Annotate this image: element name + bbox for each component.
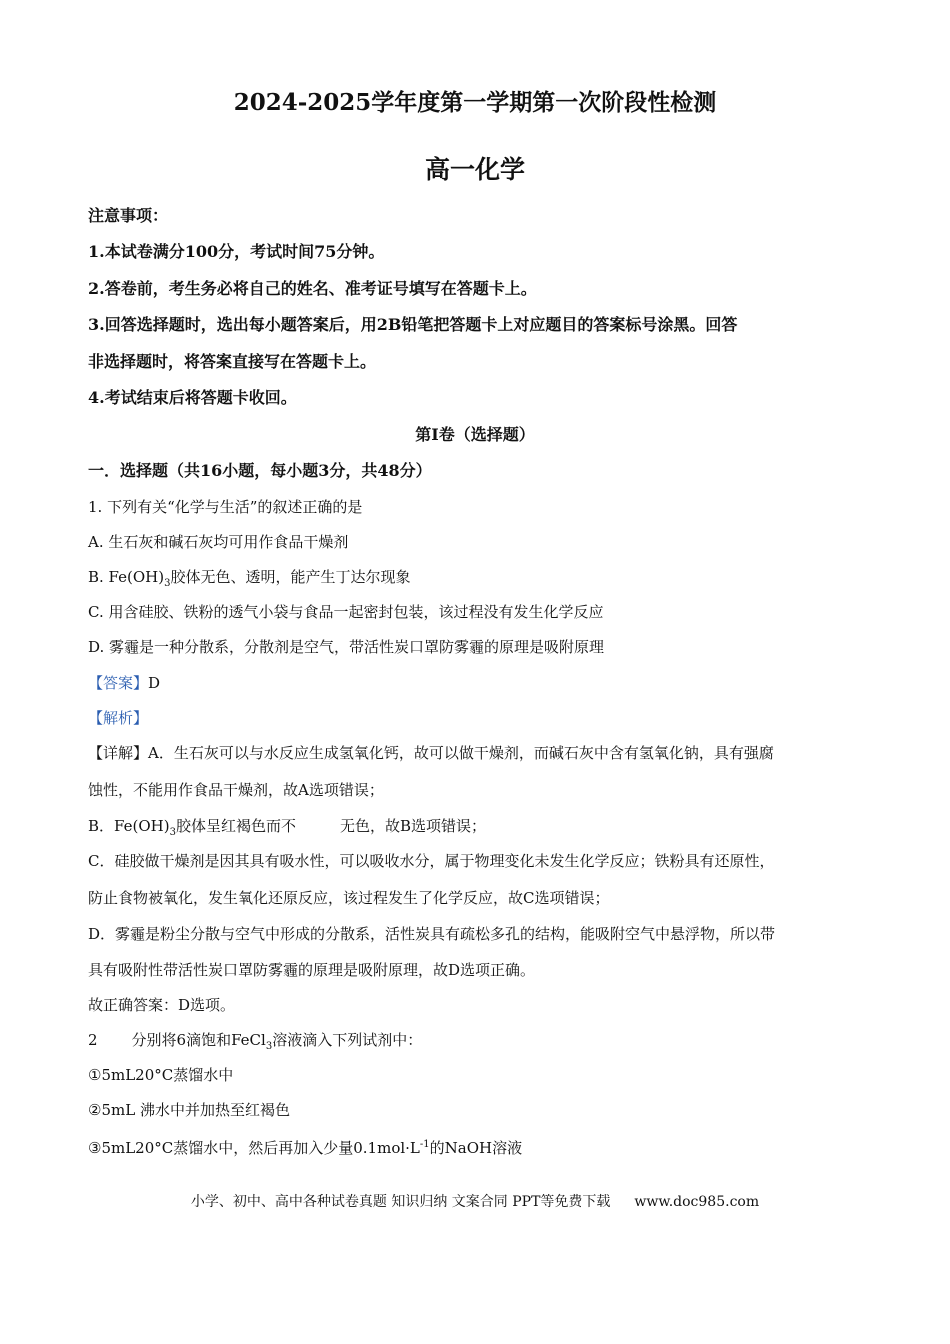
q1-option-b-pre: B. Fe(OH)	[88, 568, 165, 586]
q1-answer	[88, 673, 160, 693]
q2-item-3-pre: ③5mL20°C蒸馏水中，然后再加入少量0.1mol·L	[88, 1139, 420, 1157]
exam-subject: 高一化学	[424, 155, 525, 184]
q1-detail-d1: D．雾霾是粉尘分散与空气中形成的分散系，活性炭具有疏松多孔的结构，能吸附空气中悬浮物，所以带	[88, 925, 776, 943]
q1-option-b-post: 胶体无色、透明，能产生丁达尔现象	[170, 568, 411, 586]
detail-a1-text: A．生石灰可以与水反应生成氢氧化钙，故可以做干燥剂，而碱石灰中含有氢氧化钠，具有强腐	[148, 744, 774, 762]
q1-option-c: C. 用含硅胶、铁粉的透气小袋与食品一起密封包装，该过程没有发生化学反应	[88, 603, 604, 621]
q2-stem-sub: 3	[265, 1041, 273, 1052]
q1-stem: 1. 下列有关“化学与生活”的叙述正确的是	[88, 498, 363, 516]
detail-b-pre: B．Fe(OH)	[88, 817, 170, 835]
q2-item-3	[88, 1135, 522, 1158]
exam-title: 2024-2025学年度第一学期第一次阶段性检测	[233, 89, 717, 116]
page-footer	[0, 1191, 950, 1211]
q1-detail-c2: 防止食物被氧化，发生氧化还原反应，该过程发生了化学反应，故C选项错误；	[88, 889, 610, 907]
notice-item-4: 4.考试结束后将答题卡收回。	[88, 388, 297, 407]
q1-option-b	[88, 567, 411, 594]
detail-b-sub: 3	[169, 827, 176, 838]
q1-detail-d2: 具有吸附性带活性炭口罩防雾霾的原理是吸附原理，故D选项正确。	[88, 961, 536, 979]
notice-item-1: 1.本试卷满分100分，考试时间75分钟。	[88, 242, 385, 261]
analysis-tag: 【解析】	[88, 709, 149, 727]
notice-item-3b: 非选择题时，将答案直接写在答题卡上。	[88, 352, 377, 371]
q1-detail-b	[88, 816, 486, 843]
answer-tag: 【答案】	[88, 674, 149, 692]
section-title: 一．选择题（共16小题，每小题3分，共48分）	[88, 461, 432, 480]
q1-detail-c1: C．硅胶做干燥剂是因其具有吸水性，可以吸收水分，属于物理变化未发生化学反应；铁粉具有还原性，	[88, 852, 775, 870]
q2-item-2: ②5mL 沸水中并加热至红褐色	[88, 1101, 290, 1119]
footer-url[interactable]: www.doc985.com	[634, 1194, 760, 1210]
q1-option-d: D. 雾霾是一种分散系，分散剂是空气，带活性炭口罩防雾霾的原理是吸附原理	[88, 638, 605, 656]
q2-stem-pre: 分别将6滴饱和FeCl	[131, 1031, 266, 1049]
detail-tag: 【详解】	[88, 744, 149, 762]
answer-value: D	[148, 674, 161, 692]
q1-conclusion: 故正确答案：D选项。	[88, 996, 236, 1014]
q1-detail-a1	[88, 743, 774, 763]
q2-item-3-post: 的NaOH溶液	[429, 1139, 523, 1157]
q2-stem	[88, 1030, 422, 1057]
footer-text: 小学、初中、高中各种试卷真题 知识归纳 文案合同 PPT等免费下载	[190, 1194, 611, 1210]
q2-number: 2	[88, 1031, 98, 1049]
detail-b-post: 无色，故B选项错误；	[339, 817, 486, 835]
q2-item-3-sup: -1	[419, 1139, 430, 1150]
notice-heading: 注意事项：	[88, 206, 169, 225]
q2-stem-post: 溶液滴入下列试剂中：	[272, 1031, 423, 1049]
q1-detail-a2: 蚀性，不能用作食品干燥剂，故A选项错误；	[88, 781, 384, 799]
q1-analysis-tag	[88, 708, 148, 728]
q1-option-a: A. 生石灰和碱石灰均可用作食品干燥剂	[88, 533, 349, 551]
notice-item-2: 2.答卷前，考生务必将自己的姓名、准考证号填写在答题卡上。	[88, 279, 537, 298]
q2-item-1: ①5mL20°C蒸馏水中	[88, 1066, 234, 1084]
q1-option-b-sub: 3	[164, 578, 171, 589]
notice-item-3a: 3.回答选择题时，选出每小题答案后，用2B铅笔把答题卡上对应题目的答案标号涂黑。回答	[88, 315, 738, 334]
detail-b-mid: 胶体呈红褐色而不	[175, 817, 296, 835]
volume-title: 第I卷（选择题）	[415, 425, 535, 444]
